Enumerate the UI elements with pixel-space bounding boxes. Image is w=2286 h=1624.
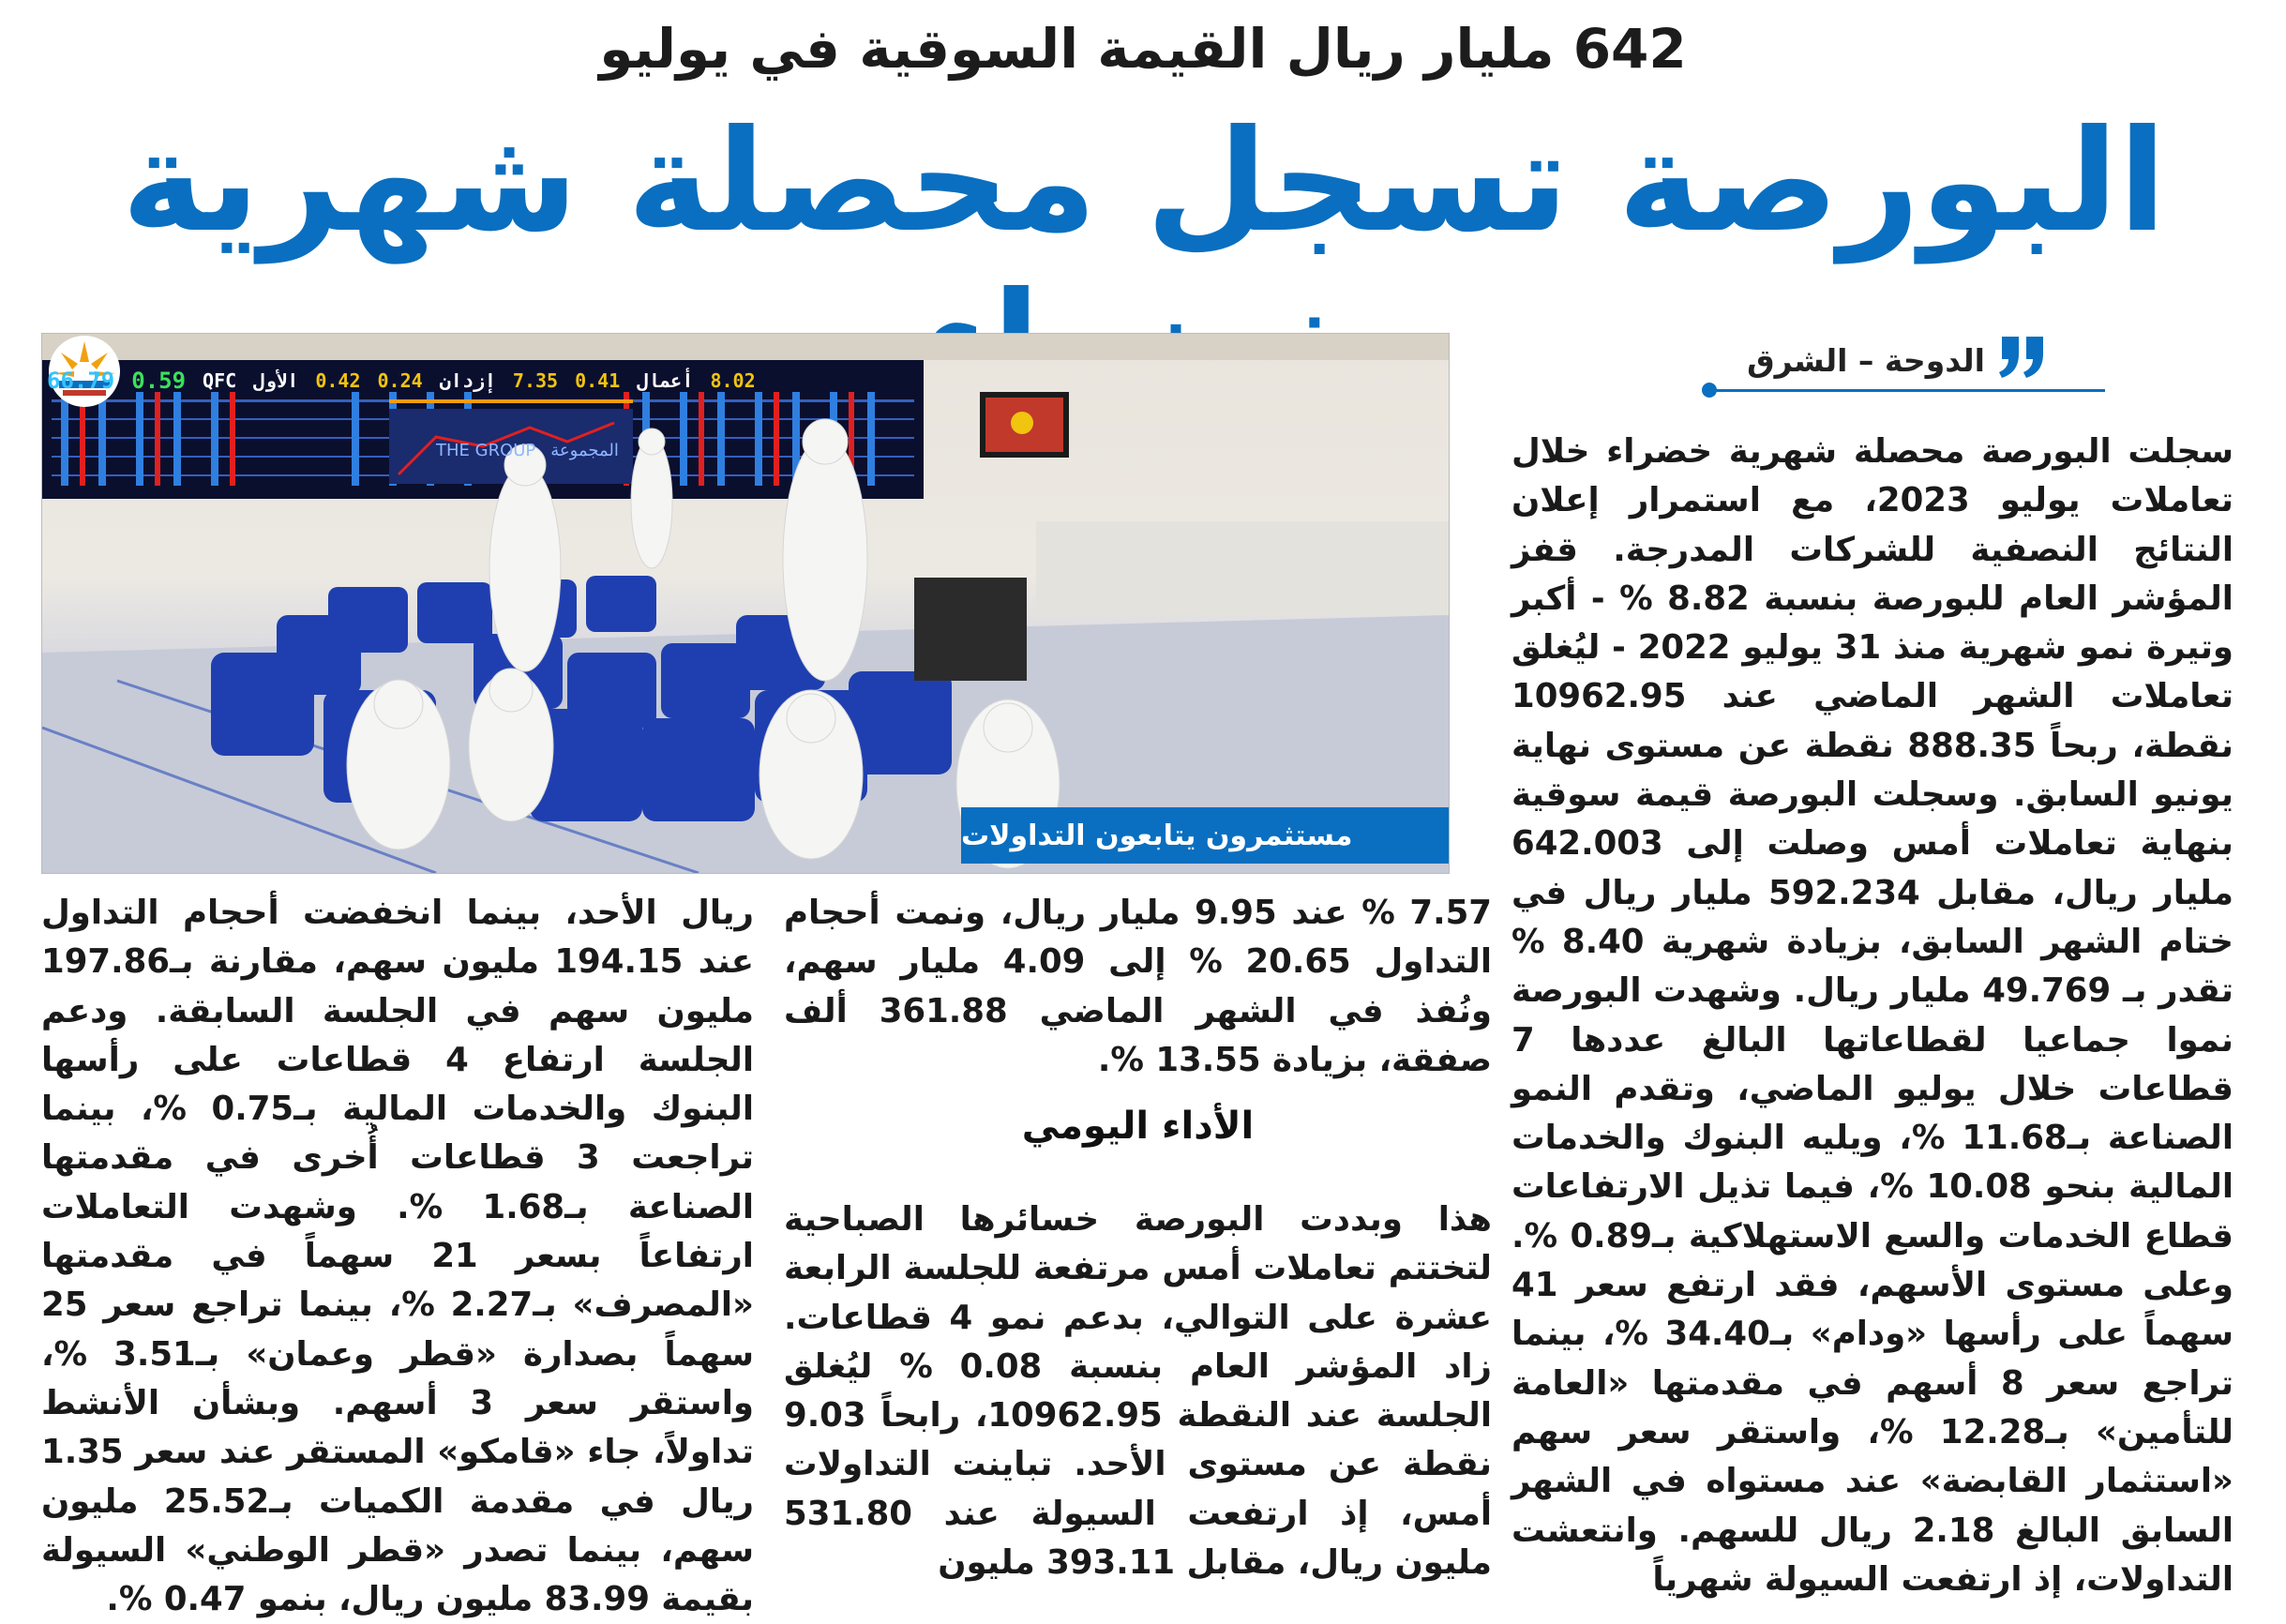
section-subhead: الأداء اليومي [1021,1105,1255,1148]
article-column-1: سجلت البورصة محصلة شهرية خضراء خلال تعاملات يوليو 2023، مع استمرار إعلان النتائج النصفية للشركات المدرجة. قفز المؤشر العام للبورصة بنسبة 8.82 % - أكبر وتيرة نمو شهرية منذ 31 يوليو 2022 - ليُغلق تعاملات الشهر الماضي عند 10962.95 نقطة، ربحاً 888.35 نقطة عن مستوى نهاية يونيو السابق. وسجلت البورصة قيمة سوقية بنهاية تعاملات أمس وصلت إلى 642.003 مليار ريال، مقابل 592.234 مليار ريال في ختام الشهر السابق، بزيادة شهرية 8.40 % تقدر بـ 49.769 مليار ريال. وشهدت البورصة نموا جماعيا لقطاعاتها البالغ عددها 7 قطاعات خلال يوليو الماضي، وتقدم النمو الصناعة بـ11.68 %، ويليه البنوك والخدمات المالية بنحو 10.08 %، فيما تذيل الارتفاعات قطاع الخدمات والسع الاستهلاكية بـ0.89 %. وعلى مستوى الأسهم، فقد ارتفع سعر 41 سهماً على رأسها «ودام» بـ34.40 %، بينما تراجع سعر 8 أسهم في مقدمتها «العامة للتأمين» بـ12.28 %، واستقر سعر سهم «استثمار القابضة» عند مستواه في الشهر السابق البالغ 2.18 ريال للسهم. وانتعشت التداولات، إذ ارتفعت السيولة شهرياً [1511,432,2234,1599]
photo-caption: مستثمرون يتابعون التداولات [961,807,1449,864]
ticker-aamal-label: أعمال [637,369,694,392]
byline [1692,333,2105,398]
byline-location: الدوحة – الشرق [1747,342,1985,379]
ticker-izdan-value: 7.35 [512,369,559,392]
ticker-group-en: THE GROUP [436,441,536,460]
trading-floor-illustration [42,334,1449,873]
ticker-index-value: 66.79 [47,368,115,394]
ticker-strip [47,362,853,399]
ticker-index-change: 0.59 [131,368,187,394]
kicker-headline: 642 مليار ريال القيمة السوقية في يوليو [599,17,1687,81]
byline-dot [1702,383,1717,398]
quote-marks-icon [1996,333,2049,380]
byline-rule [1711,389,2105,392]
ticker-group-logo [436,441,661,469]
article-column-2-bottom: هذا وبددت البورصة خسائرها الصباحية لتختتم تعاملات أمس مرتفعة للجلسة الرابعة عشرة على التوالي، بدعم نمو 4 قطاعات. زاد المؤشر العام بنسبة 0.08 % ليُغلق الجلسة عند النقطة 10962.95، رابحاً 9.03 نقطة عن مستوى الأحد. تباينت التداولات أمس، إذ ارتفعت السيولة عند 531.80 مليون ريال، مقابل 393.11 مليون [784,1200,1492,1583]
article-column-2-top: 7.57 % عند 9.95 مليار ريال، ونمت أحجام التداول 20.65 % إلى 4.09 مليار سهم، ونُفذ في الشهر الماضي 361.88 ألف صفقة، بزيادة 13.55 %. [784,894,1492,1079]
ticker-group-ar: المجموعة [550,441,619,460]
main-headline: البورصة تسجل محصلة شهرية [121,100,2167,263]
ticker-izdan-label: إزدان [439,369,496,392]
ticker-first-label: الأول [253,369,299,392]
article-column-3: ريال الأحد، بينما انخفضت أحجام التداول عند 194.15 مليون سهم، مقارنة بـ197.86 مليون سهم في الجلسة السابقة. ودعم الجلسة ارتفاع 4 قطاعات على رأسها البنوك والخدمات المالية بـ0.75 %، بينما تراجعت 3 قطاعات أُخرى في مقدمتها الصناعة بـ1.68 %. وشهدت التعاملات ارتفاعاً بسعر 21 سهماً في مقدمتها «المصرف» بـ2.27 %، بينما تراجع سعر 25 سهماً بصدارة «قطر وعمان» بـ3.51 %، واستقر سعر 3 أسهم. وبشأن الأنشط تداولاً، جاء «قامكو» المستقر عند سعر 1.35 ريال في مقدمة الكميات بـ25.52 مليون سهم، بينما تصدر «قطر الوطني» السيولة بقيمة 83.99 مليون ريال، بنمو 0.47 %. [41,894,754,1619]
ticker-izdan-change: 0.41 [575,369,621,392]
ticker-first-change: 0.24 [377,369,423,392]
ticker-aamal-value: 8.02 [710,369,756,392]
ticker-first-value: 0.42 [315,369,361,392]
article-photo [41,333,1450,874]
ticker-qfc: QFC [203,369,237,392]
